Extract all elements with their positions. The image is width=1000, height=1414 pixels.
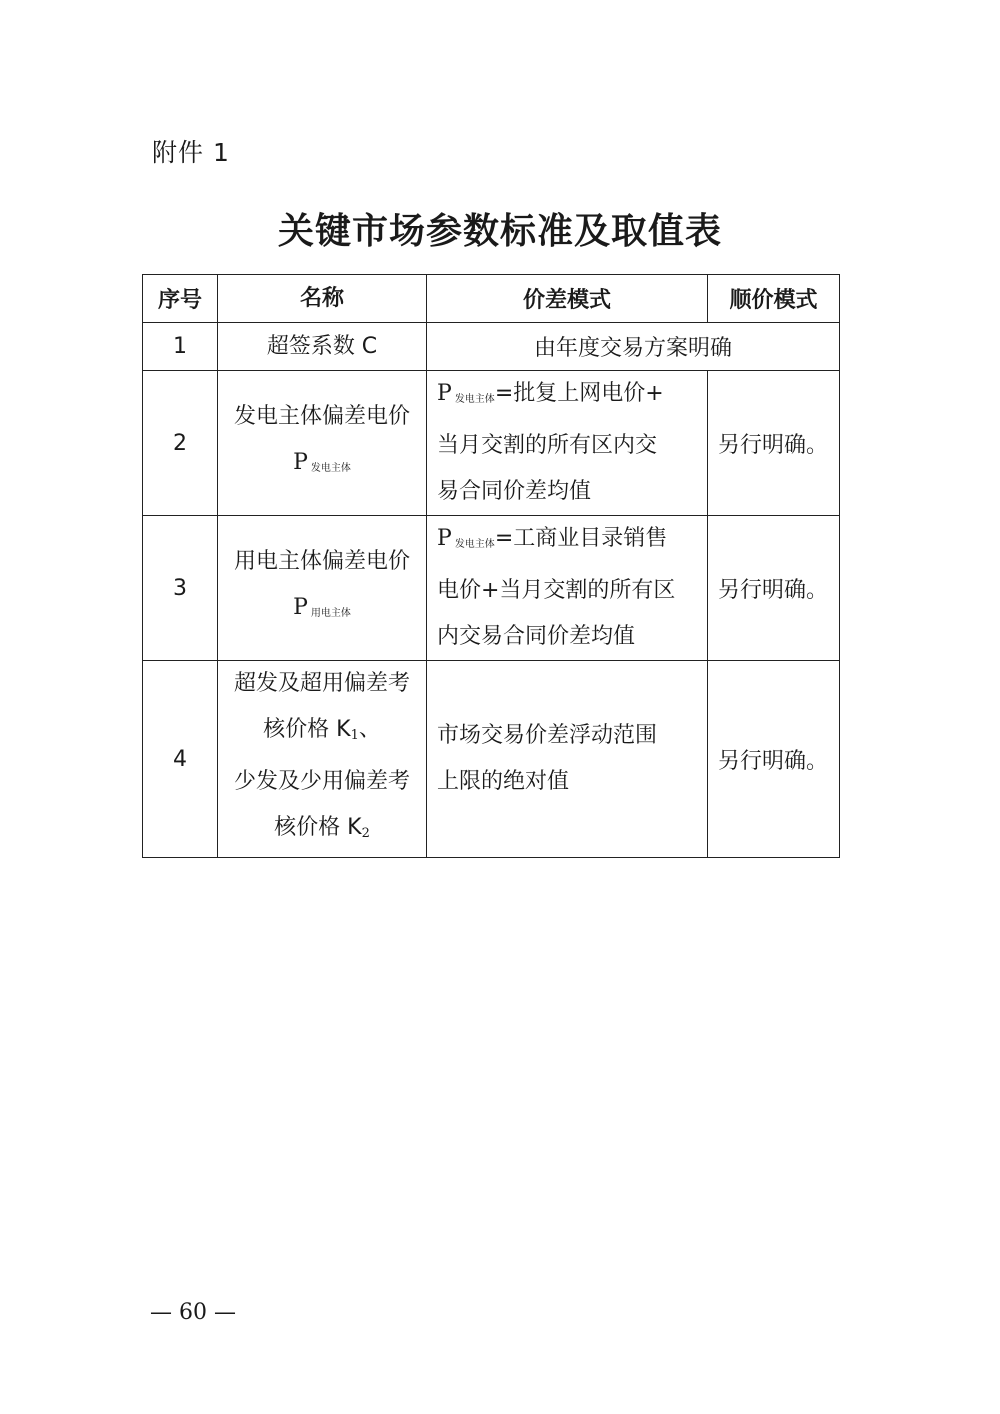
price-symbol: P: [293, 450, 308, 475]
row-seq: 1: [143, 323, 218, 371]
row-name-line: 用电主体偏差电价: [233, 549, 410, 574]
header-name: 名称: [218, 275, 427, 323]
row-seq: 2: [143, 371, 218, 516]
header-spread-mode: 价差模式: [427, 275, 708, 323]
table-row: [143, 371, 840, 516]
row-merged-value: 由年度交易方案明确: [427, 323, 840, 371]
row-name-line: [218, 707, 426, 759]
spread-line: 电价+当月交割的所有区: [437, 578, 676, 603]
name-text: 、: [358, 717, 381, 742]
spread-line: 当月交割的所有区内交: [437, 433, 658, 458]
row-name-line: 发电主体偏差电价: [233, 404, 410, 429]
row-name-line: 超发及超用偏差考: [233, 671, 410, 696]
row-seq: 4: [143, 661, 218, 858]
row-follow: 另行明确。: [708, 371, 840, 516]
price-subscript: 发电主体: [454, 394, 495, 405]
price-subscript: 发电主体: [454, 539, 495, 550]
attachment-label: 附件 1: [152, 138, 230, 167]
price-symbol: P: [437, 526, 452, 551]
row-follow: 另行明确。: [708, 516, 840, 661]
parameter-table: [142, 274, 840, 858]
name-text: 核价格 K: [274, 815, 362, 840]
row-name-line: 少发及少用偏差考: [233, 769, 410, 794]
row-name-line: [218, 805, 426, 857]
spread-line: 上限的绝对值: [437, 769, 570, 794]
price-subscript: 用电主体: [310, 608, 351, 619]
document-title: 关键市场参数标准及取值表: [277, 211, 722, 252]
k-subscript: 1: [350, 728, 359, 743]
spread-line: 易合同价差均值: [437, 479, 592, 504]
row-name-cell: [218, 661, 427, 858]
price-subscript: 发电主体: [310, 463, 351, 474]
row-spread-cell: [427, 661, 708, 858]
table-row: [143, 516, 840, 661]
spread-line: 内交易合同价差均值: [437, 624, 636, 649]
table-row: [143, 661, 840, 858]
spread-line: [437, 371, 707, 423]
table-header-row: [143, 275, 840, 323]
row-name-symbol-line: [218, 440, 426, 492]
row-follow: 另行明确。: [708, 661, 840, 858]
row-name: 超签系数 C: [218, 323, 427, 371]
row-name-cell: [218, 516, 427, 661]
row-spread-cell: [427, 516, 708, 661]
header-follow-mode: 顺价模式: [708, 275, 840, 323]
row-name-cell: [218, 371, 427, 516]
row-seq: 3: [143, 516, 218, 661]
name-text: 核价格 K: [263, 717, 351, 742]
spread-line: [437, 516, 707, 568]
spread-line: 市场交易价差浮动范围: [437, 723, 658, 748]
page-number: — 60 —: [150, 1300, 236, 1325]
row-name-symbol-line: [218, 585, 426, 637]
row-spread-cell: [427, 371, 708, 516]
price-symbol: P: [437, 381, 452, 406]
spread-text: =批复上网电价+: [494, 381, 664, 406]
spread-text: =工商业目录销售: [494, 526, 668, 551]
table-row: [143, 323, 840, 371]
header-seq: 序号: [143, 275, 218, 323]
k-subscript: 2: [361, 826, 370, 841]
price-symbol: P: [293, 595, 308, 620]
